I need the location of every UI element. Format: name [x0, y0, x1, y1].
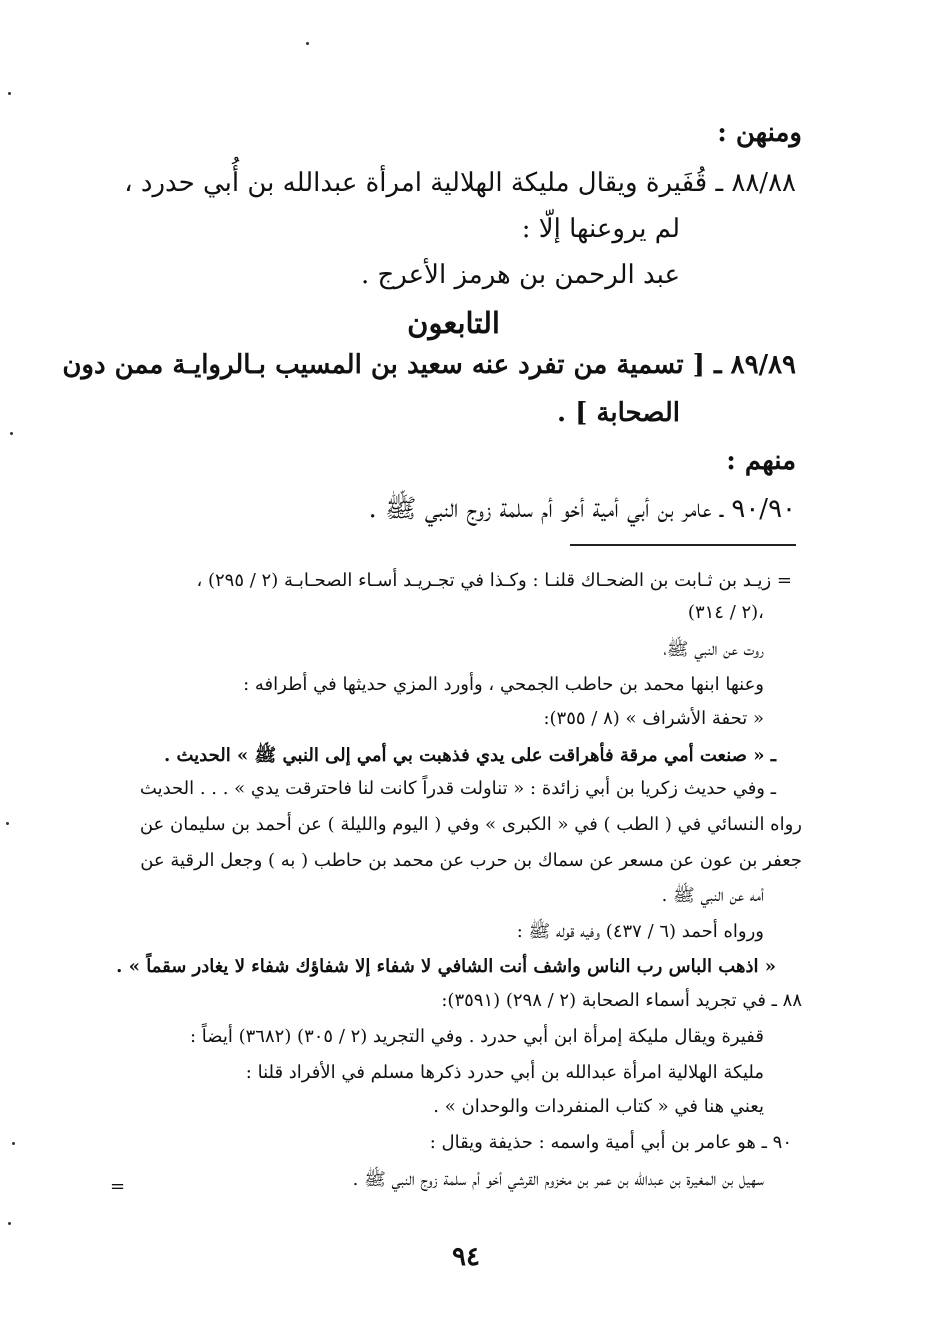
footnote-line-2: (٢ / ٣١٤)، [687, 602, 764, 623]
entry-89-line-1: ٨٩/٨٩ ـ [ تسمية من تفرد عنه سعيد بن المسيب بـالروايـة ممن دون [62, 350, 796, 380]
footnote-line-12: « اذهب الباس رب الناس واشف أنت الشافي لا شفاء إلا شفاؤك شفاء لا يغادر سقماً » . [116, 956, 776, 977]
footnote-line-14: قفيرة ويقال مليكة إمرأة ابن أبي حدرد . وفي التجريد (٢ / ٣٠٥) (٣٦٨٢) أيضاً : [190, 1026, 764, 1047]
entry-88-line-2: لم يروعنها إلّا : [521, 214, 680, 244]
footnote-line-11: ورواه أحمد (٦ / ٤٣٧) وفيه قوله ﷺ : [516, 921, 764, 942]
scan-speck [8, 1222, 11, 1225]
scan-speck [6, 822, 9, 825]
section-heading: التابعون [407, 306, 500, 340]
footnote-line-7: ـ وفي حديث زكريا بن أبي زائدة : « تناولت قدراً كانت لنا فاحترقت يدي » . . . الحديث [139, 778, 776, 799]
footnote-line-18: سهيل بن المغيرة بن عبدالله بن عمر بن مخزوم القرشي أخو أم سلمة زوج النبي ﷺ . [352, 1169, 764, 1190]
entry-90-line-1: ٩٠/٩٠ ـ عامر بن أبي أمية أخو أم سلمة زوج النبي ﷺ . [368, 494, 796, 524]
scan-speck [8, 92, 11, 95]
entry-89-line-2: الصحابة ] . [556, 398, 680, 428]
them-label: منهم : [726, 446, 796, 476]
footnote-line-8: رواه النسائي في ( الطب ) في « الكبرى » وفي ( اليوم والليلة ) عن أحمد بن سليمان عن [139, 814, 802, 835]
footnote-line-10: أمه عن النبي ﷺ . [661, 885, 764, 906]
footnote-line-15: مليكة الهلالية امرأة عبدالله بن أبي حدرد ذكرها مسلم في الأفراد قلنا : [245, 1062, 764, 1083]
continuation-mark: = [110, 1176, 126, 1197]
scan-speck [10, 432, 13, 435]
footnote-line-6: ـ « صنعت أمي مرقة فأهراقت على يدي فذهبت بي أمي إلى النبي ﷺ » الحديث . [163, 745, 776, 766]
women-label: ومنهن : [717, 118, 802, 148]
footnote-line-16: يعني هنا في « كتاب المنفردات والوحدان » . [433, 1096, 764, 1117]
entry-88-line-3: عبد الرحمن بن هرمز الأعرج . [360, 260, 680, 290]
footnote-line-13: ٨٨ ـ في تجريد أسماء الصحابة (٢ / ٢٩٨) (٣٥٩١): [441, 990, 802, 1011]
footnote-line-17: ٩٠ ـ هو عامر بن أبي أمية واسمه : حذيفة ويقال : [429, 1132, 792, 1153]
footnote-line-3: روت عن النبي ﷺ، [663, 639, 764, 660]
footnote-line-9: جعفر بن عون عن مسعر عن سماك بن حرب عن محمد بن حاطب ( به ) وجعل الرقية عن [140, 850, 802, 871]
page-number: ٩٤ [452, 1242, 480, 1272]
scan-speck [306, 42, 309, 45]
scan-speck [12, 1142, 15, 1145]
footnote-line-4: وعنها ابنها محمد بن حاطب الجمحي ، وأورد المزي حديثها في أطرافه : [243, 674, 764, 695]
footnote-line-5: « تحفة الأشراف » (٨ / ٣٥٥): [543, 708, 764, 729]
footnote-separator [570, 544, 796, 546]
footnote-line-1: = زيـد بن ثـابت بن الضحـاك قلنـا : وكـذا في تجـريـد أسـاء الصحـابـة (٢ / ٢٩٥) ، [196, 570, 792, 591]
entry-88-line-1: ٨٨/٨٨ ـ قُفَيرة ويقال مليكة الهلالية امرأة عبدالله بن أُبي حدرد ، [124, 168, 796, 198]
